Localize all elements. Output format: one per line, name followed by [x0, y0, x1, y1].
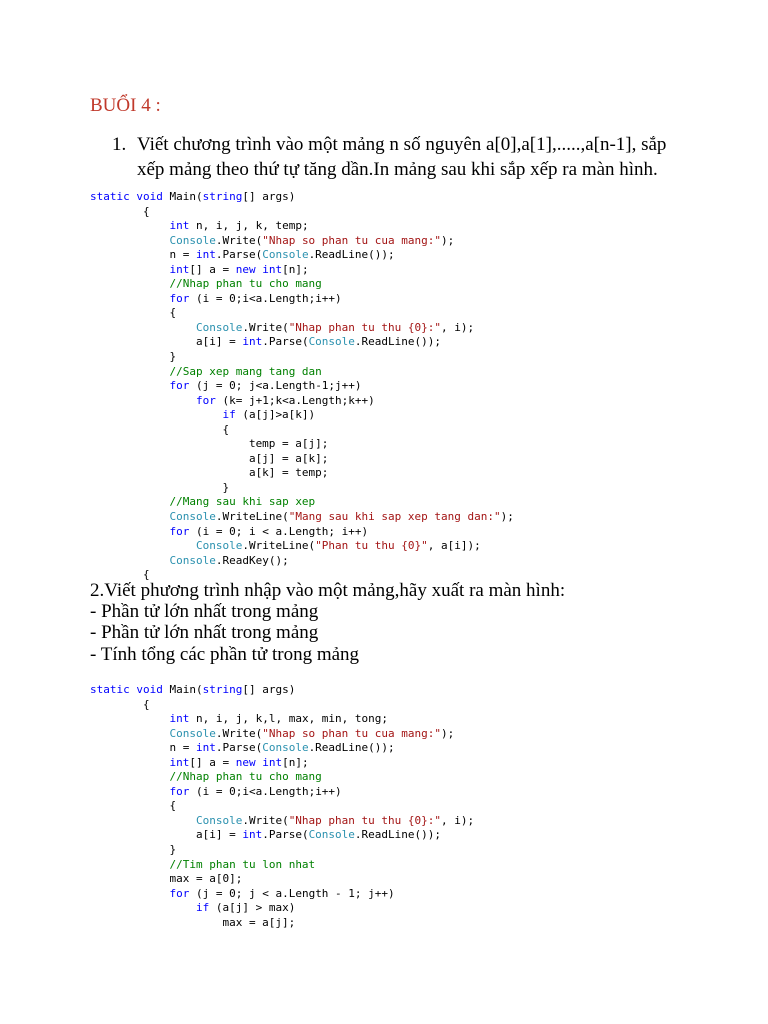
code-token: (i = 0; i < a.Length; i++) [189, 524, 369, 538]
code-token: .Parse( [215, 741, 263, 755]
code-token: Console [169, 553, 216, 567]
code-token: string [202, 683, 243, 696]
question-1-number: 1. [112, 134, 127, 155]
code-line [90, 828, 474, 843]
code-line [90, 741, 474, 756]
code-token [90, 901, 196, 914]
code-line [90, 554, 514, 569]
code-token: for [169, 524, 190, 538]
code-token [90, 408, 222, 421]
code-token: } [90, 843, 177, 857]
code-token: n, i, j, k, temp; [189, 219, 309, 233]
code-token: .Write( [215, 726, 263, 740]
code-token: .ReadLine()); [308, 741, 395, 755]
code-token: n, i, j, k,l, max, min, tong; [189, 712, 389, 726]
code-token: //Mang sau khi sap xep [169, 495, 316, 509]
code-token: .Parse( [262, 828, 309, 842]
code-line [90, 335, 514, 350]
code-token: "Nhap phan tu thu {0}:" [288, 813, 442, 827]
code-token [90, 756, 169, 769]
code-token: (k= j+1;k<a.Length;k++) [215, 393, 375, 407]
code-line [90, 843, 474, 858]
code-token: Console [195, 320, 243, 334]
question-2 [90, 580, 565, 665]
code-token: n = [90, 248, 196, 262]
code-line [90, 437, 514, 452]
code-line [90, 916, 474, 931]
code-token [90, 277, 169, 290]
code-token: //Tim phan tu lon nhat [169, 857, 316, 871]
code-token: , i); [441, 320, 475, 334]
code-block-2 [90, 683, 474, 930]
code-token [90, 887, 169, 900]
code-token: "Mang sau khi sap xep tang dan:" [288, 510, 501, 524]
code-token: Console [169, 510, 216, 524]
code-token: { [90, 799, 177, 813]
code-token: (a[j] > max) [209, 901, 296, 915]
code-line [90, 727, 474, 742]
code-token: "Nhap so phan tu cua mang:" [262, 233, 442, 247]
code-line [90, 858, 474, 873]
code-token: , i); [441, 813, 475, 827]
code-token: [] args) [242, 683, 296, 696]
code-token: static void [90, 190, 170, 203]
code-token: "Nhap so phan tu cua mang:" [262, 726, 442, 740]
code-token: if [222, 408, 236, 422]
code-token: Console [169, 726, 216, 740]
code-token [90, 727, 169, 740]
code-token: [] a = [189, 755, 236, 769]
code-token: , a[i]); [427, 539, 481, 553]
code-token: new int [235, 262, 283, 276]
code-line [90, 263, 514, 278]
code-token [90, 858, 169, 871]
code-line [90, 683, 474, 698]
code-line [90, 887, 474, 902]
code-line [90, 481, 514, 496]
code-token: "Phan tu thu {0}" [315, 539, 428, 553]
code-token: .ReadLine()); [354, 828, 442, 842]
code-line [90, 814, 474, 829]
code-token: [] args) [242, 190, 296, 203]
code-token: Console [195, 813, 243, 827]
code-line [90, 219, 514, 234]
code-token: .ReadKey(); [215, 553, 289, 567]
code-token: Console [308, 828, 355, 842]
question-2-title: 2.Viết phương trình nhập vào một mảng,hãy xuất ra màn hình: [90, 580, 566, 601]
code-token [90, 219, 169, 232]
question-2-item: - Phần tử lớn nhất trong mảng [90, 622, 319, 644]
code-token: ); [500, 510, 514, 524]
code-token: Main( [169, 683, 203, 696]
code-token [90, 321, 196, 334]
code-token: (a[j]>a[k]) [235, 408, 316, 422]
code-token: //Nhap phan tu cho mang [169, 770, 322, 784]
code-token: static void [90, 683, 170, 696]
code-token: int [242, 828, 263, 842]
code-token [90, 263, 169, 276]
code-block-1 [90, 190, 514, 583]
code-token: } [90, 480, 230, 494]
code-token: .Parse( [215, 248, 263, 262]
code-token: { [90, 697, 150, 711]
code-line [90, 408, 514, 423]
code-token: .WriteLine( [242, 539, 316, 553]
code-token: for [195, 393, 216, 407]
question-1 [112, 132, 672, 182]
code-token [90, 770, 169, 783]
code-line [90, 452, 514, 467]
code-token: temp = a[j]; [90, 437, 329, 451]
code-token: { [90, 568, 150, 582]
code-line [90, 306, 514, 321]
code-token: ); [441, 726, 455, 740]
code-token: { [90, 422, 230, 436]
code-token: //Nhap phan tu cho mang [169, 277, 322, 291]
code-token [90, 292, 169, 305]
code-token: { [90, 306, 177, 320]
code-line [90, 466, 514, 481]
code-token: max = a[0]; [90, 872, 243, 886]
code-token: int [169, 262, 190, 276]
code-token: string [202, 190, 243, 203]
code-line [90, 190, 514, 205]
code-token: Console [262, 741, 309, 755]
code-token: Main( [169, 190, 203, 203]
code-token: Console [195, 539, 243, 553]
code-line [90, 495, 514, 510]
code-token: [n]; [282, 262, 309, 276]
code-token: max = a[j]; [90, 915, 296, 929]
code-token: for [169, 784, 190, 798]
code-line [90, 321, 514, 336]
code-token [90, 814, 196, 827]
code-token: a[k] = temp; [90, 466, 329, 480]
code-token: .Write( [242, 320, 289, 334]
code-token: .WriteLine( [215, 510, 289, 524]
code-token [90, 554, 169, 567]
code-line [90, 394, 514, 409]
code-line [90, 234, 514, 249]
code-token: if [195, 901, 210, 915]
code-token: { [90, 204, 150, 218]
code-token [90, 394, 196, 407]
code-line [90, 277, 514, 292]
code-token: int [195, 741, 216, 755]
question-2-item: - Phần tử lớn nhất trong mảng [90, 601, 319, 623]
code-line [90, 205, 514, 220]
code-token [90, 712, 169, 725]
code-line [90, 292, 514, 307]
code-token: [] a = [189, 262, 236, 276]
code-token [90, 525, 169, 538]
code-line [90, 525, 514, 540]
code-token [90, 495, 169, 508]
code-token: .ReadLine()); [308, 248, 395, 262]
code-token: int [169, 712, 190, 726]
code-line [90, 770, 474, 785]
code-line [90, 901, 474, 916]
code-line [90, 756, 474, 771]
code-token: new int [235, 755, 283, 769]
code-token: for [169, 886, 190, 900]
code-token: a[i] = [90, 828, 243, 842]
code-token: Console [308, 335, 355, 349]
code-token: a[i] = [90, 335, 243, 349]
code-line [90, 872, 474, 887]
code-token: .Write( [242, 813, 289, 827]
code-token [90, 379, 169, 392]
question-1-text: Viết chương trình vào một mảng n số nguyên a[0],a[1],.....,a[n-1], sắp xếp mảng theo thứ tự tăng dần.In mảng sau khi sắp xếp ra màn hình. [137, 134, 667, 180]
code-token: .Parse( [262, 335, 309, 349]
code-line [90, 785, 474, 800]
lesson-heading: BUỔI 4 : [90, 95, 161, 116]
code-line [90, 712, 474, 727]
code-token: "Nhap phan tu thu {0}:" [288, 320, 442, 334]
code-token: //Sap xep mang tang dan [169, 364, 322, 378]
code-line [90, 799, 474, 814]
code-token: int [195, 248, 216, 262]
code-token [90, 510, 169, 523]
code-token: for [169, 291, 190, 305]
code-token: .Write( [215, 233, 263, 247]
code-line [90, 379, 514, 394]
code-token: (j = 0; j < a.Length - 1; j++) [189, 886, 395, 900]
code-token [90, 539, 196, 552]
code-token: (j = 0; j<a.Length-1;j++) [189, 379, 362, 393]
code-token: Console [169, 233, 216, 247]
code-token [90, 785, 169, 798]
code-line [90, 350, 514, 365]
code-token: int [242, 335, 263, 349]
code-token: ); [441, 233, 455, 247]
code-line [90, 510, 514, 525]
code-line [90, 423, 514, 438]
question-2-item: - Tính tổng các phần tử trong mảng [90, 643, 360, 665]
code-line [90, 698, 474, 713]
code-token [90, 365, 169, 378]
code-token [90, 234, 169, 247]
code-token: (i = 0;i<a.Length;i++) [189, 291, 342, 305]
code-token: for [169, 379, 190, 393]
code-token: int [169, 755, 190, 769]
code-token: (i = 0;i<a.Length;i++) [189, 784, 342, 798]
code-line [90, 539, 514, 554]
code-token: [n]; [282, 755, 309, 769]
code-token: a[j] = a[k]; [90, 451, 329, 465]
code-token: .ReadLine()); [354, 335, 442, 349]
code-token: int [169, 219, 190, 233]
code-line [90, 248, 514, 263]
code-token: } [90, 350, 177, 364]
code-token: Console [262, 248, 309, 262]
code-token: n = [90, 741, 196, 755]
code-line [90, 365, 514, 380]
